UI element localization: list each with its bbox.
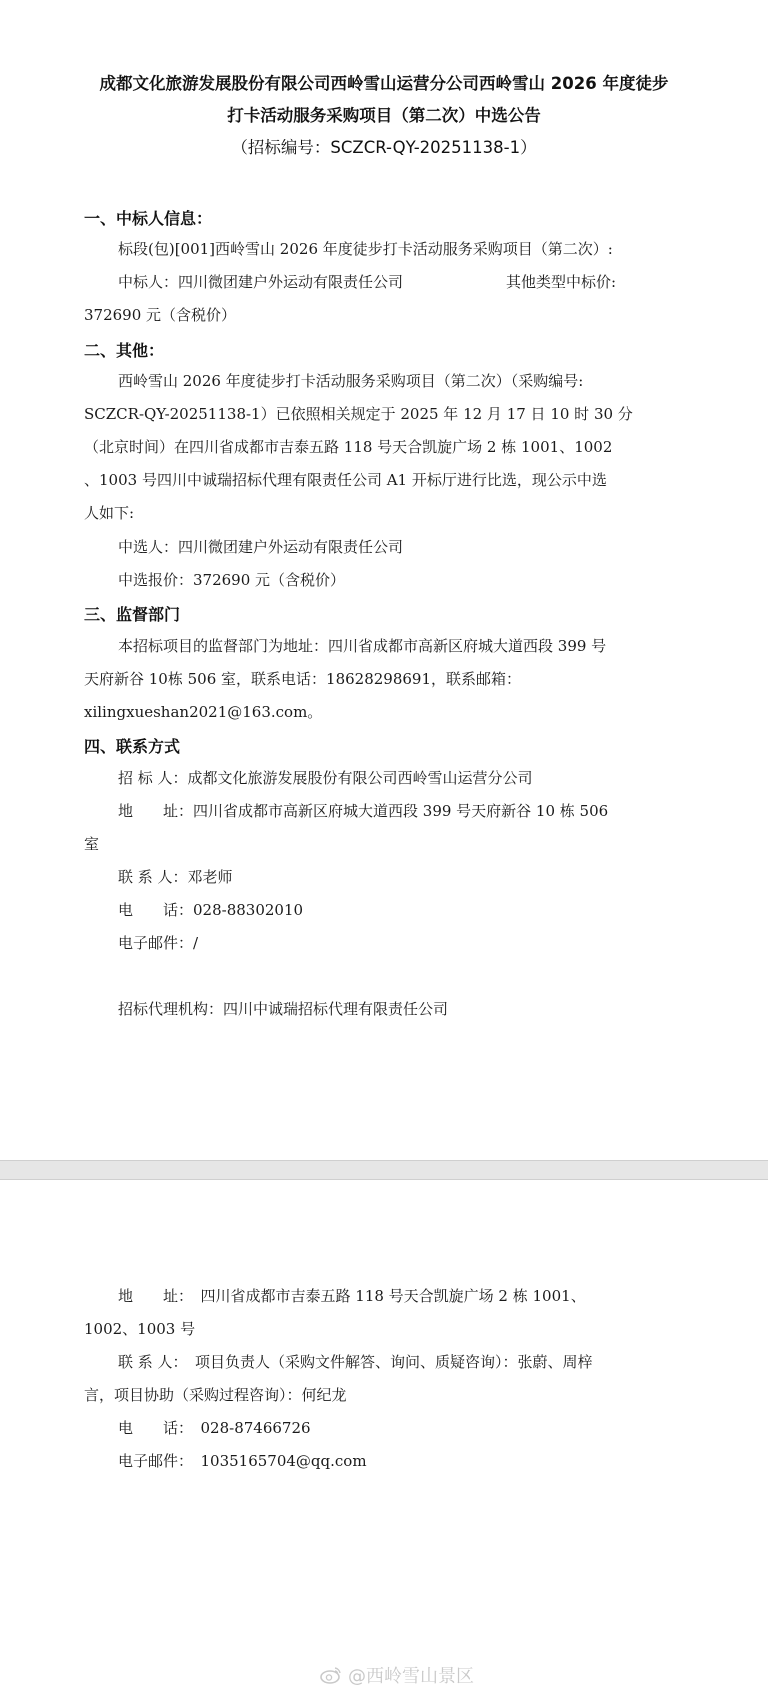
document-page-2 (0, 1180, 768, 1697)
page-separator (0, 1160, 768, 1180)
section-2-para-line: 西岭雪山 2026 年度徒步打卡活动服务采购项目（第二次）（采购编号: (118, 372, 584, 390)
tenderer-line: 招 标 人：成都文化旅游发展股份有限公司西岭雪山运营分公司 (118, 769, 533, 787)
tenderer-email: 电子邮件：/ (118, 934, 199, 952)
section-4-heading: 四、联系方式 (84, 737, 181, 756)
section-3-para-line: 本招标项目的监督部门为地址：四川省成都市高新区府城大道西段 399 号 (118, 637, 607, 655)
section-2-heading: 二、其他： (84, 341, 165, 360)
title-line-2: 打卡活动服务采购项目（第二次）中选公告 (227, 106, 541, 125)
price-value: 372690 元（含税价） (84, 306, 237, 324)
agency-contact-line: 言，项目协助（采购过程咨询）：何纪龙 (84, 1386, 347, 1404)
tenderer-address-line: 室 (84, 835, 100, 853)
agency-address-line: 1002、1003 号 (84, 1320, 196, 1338)
tenderer-contact: 联 系 人：邓老师 (118, 868, 233, 886)
section-3-para-line: 天府新谷 10栋 506 室，联系电话：18628298691，联系邮箱： (84, 670, 522, 688)
agency-line: 招标代理机构：四川中诚瑞招标代理有限责任公司 (118, 1000, 449, 1018)
section-2-para-line: 、1003 号四川中诚瑞招标代理有限责任公司 A1 开标厅进行比选，现公示中选 (84, 471, 607, 489)
agency-phone: 电 话： 028-87466726 (118, 1419, 311, 1437)
title-line-1: 成都文化旅游发展股份有限公司西岭雪山运营分公司西岭雪山 2026 年度徒步 (99, 74, 669, 93)
section-3-heading: 三、监督部门 (84, 605, 181, 624)
watermark-text: @西岭雪山景区 (348, 1666, 474, 1687)
tenderer-address-line: 地 址：四川省成都市高新区府城大道西段 399 号天府新谷 10 栋 506 (118, 802, 609, 820)
watermark (320, 1662, 474, 1688)
tenderer-phone: 电 话：028-88302010 (118, 901, 304, 919)
agency-address-line: 地 址： 四川省成都市吉泰五路 118 号天合凯旋广场 2 栋 1001、 (118, 1287, 586, 1305)
agency-email: 电子邮件： 1035165704@qq.com (118, 1452, 367, 1470)
agency-contact-line: 联 系 人： 项目负责人（采购文件解答、询问、质疑咨询）：张蔚、周梓 (118, 1353, 593, 1371)
lot-line: 标段(包)[001]西岭雪山 2026 年度徒步打卡活动服务采购项目（第二次）: (118, 240, 613, 258)
section-2-para-line: 人如下: (84, 504, 135, 522)
selected-quote: 中选报价：372690 元（含税价） (118, 571, 346, 589)
winner-line: 中标人：四川微团建户外运动有限责任公司 (118, 273, 404, 291)
tender-number: （招标编号：SCZCR-QY-20251138-1） (231, 138, 537, 157)
section-2-para-line: SCZCR-QY-20251138-1）已依照相关规定于 2025 年 12 月 17 日 10 时 30 分 (84, 405, 633, 423)
section-1-heading: 一、中标人信息： (84, 209, 213, 228)
supervisor-email: xilingxueshan2021@163.com。 (84, 703, 323, 721)
section-2-para-line: （北京时间）在四川省成都市吉泰五路 118 号天合凯旋广场 2 栋 1001、1002 (84, 438, 613, 456)
price-label: 其他类型中标价: (506, 273, 617, 291)
weibo-icon (320, 1666, 342, 1684)
selected-supplier: 中选人：四川微团建户外运动有限责任公司 (118, 538, 404, 556)
